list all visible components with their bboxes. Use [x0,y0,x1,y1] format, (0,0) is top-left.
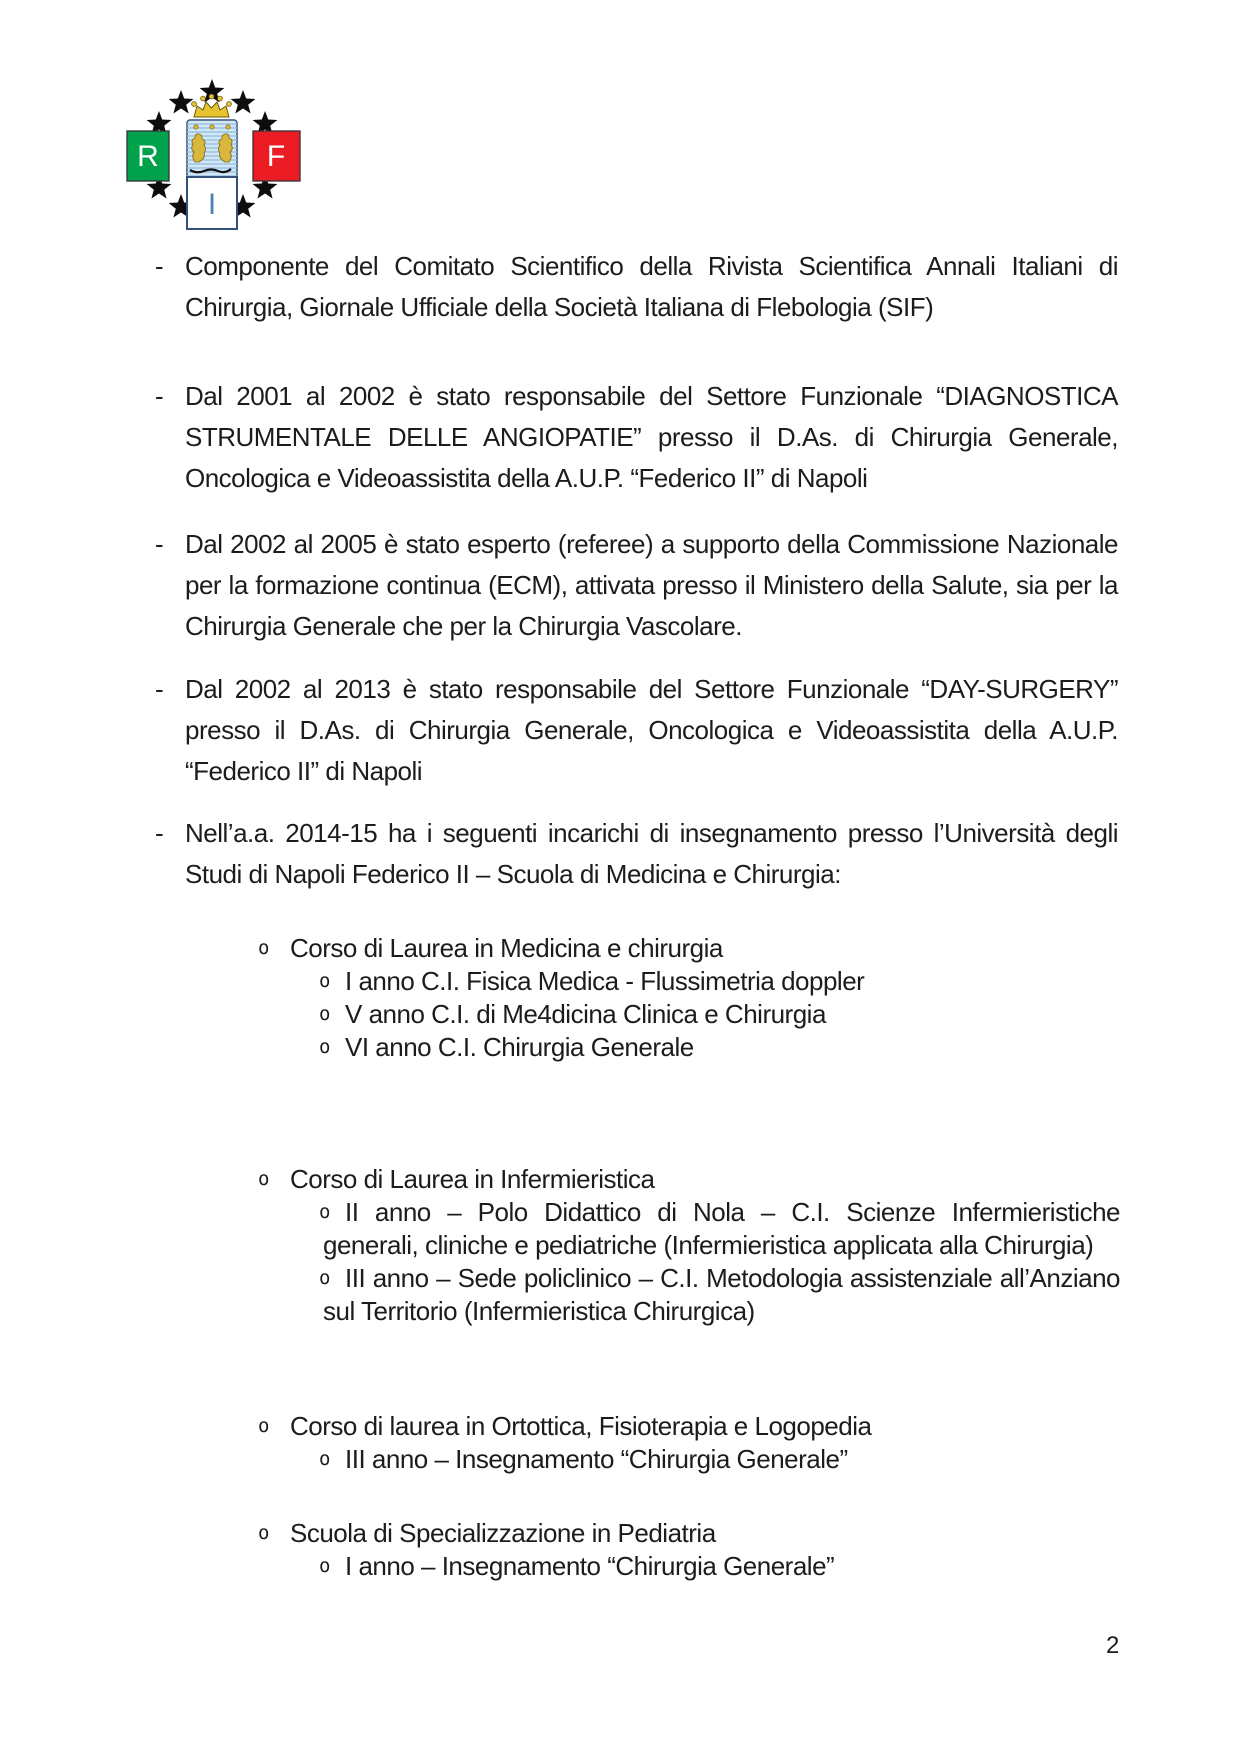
course-title: Corso di laurea in Ortottica, Fisioterapia e Logopedia [290,1411,872,1441]
shield-icon [187,120,237,178]
bullet-item [155,524,1118,647]
crown-icon [192,94,232,117]
course-item-text: VI anno C.I. Chirurgia Generale [345,1032,694,1062]
course-title: Corso di Laurea in Medicina e chirurgia [290,933,723,963]
course-item [319,965,1120,998]
course-item-text: III anno – Sede policlinico – C.I. Metodologia assistenziale all’Anziano sul Territorio (Infermieristica Chirurgica) [323,1263,1120,1326]
bullet-circle: o [258,1522,269,1544]
bullet-dash: - [155,529,164,559]
bullet-text: Dal 2002 al 2005 è stato esperto (referee) a supporto della Commissione Nazionale per la formazione continua (ECM), attivata presso il Ministero della Salute, sia per la Chirurgia Generale che per la Chirurgia Vascolare. [185,529,1118,641]
bullet-item [155,669,1118,792]
bullet-circle: o [258,937,269,959]
course-title-row [258,1409,1120,1443]
course-item-text: I anno – Insegnamento “Chirurgia Generale” [345,1551,835,1581]
bullet-text: Dal 2002 al 2013 è stato responsabile del Settore Funzionale “DAY-SURGERY” presso il D.As. di Chirurgia Generale, Oncologica e Videoassistita della A.U.P. “Federico II” di Napoli [185,674,1118,786]
bullet-circle: o [258,1415,269,1437]
course-item [319,998,1120,1031]
bullet-item [155,246,1118,328]
rfi-coat-of-arms-logo [95,40,325,240]
course-title: Corso di Laurea in Infermieristica [290,1164,655,1194]
course-item-text: III anno – Insegnamento “Chirurgia Generale” [345,1444,848,1474]
course-section-medicina [258,931,1120,1064]
logo-letter-r: R [137,140,159,173]
letter-box-f [253,131,300,181]
course-section-pediatria [258,1516,1120,1583]
course-title-row [258,1516,1120,1550]
course-item-text: II anno – Polo Didattico di Nola – C.I. Scienze Infermieristiche generali, cliniche e pediatriche (Infermieristica applicata alla Chirurgia) [323,1197,1120,1260]
course-item [319,1550,1120,1583]
bullet-circle: o [319,970,330,992]
bullet-text: Dal 2001 al 2002 è stato responsabile del Settore Funzionale “DIAGNOSTICA STRUMENTALE DELLE ANGIOPATIE” presso il D.As. di Chirurgia Generale, Oncologica e Videoassistita della A.U.P. “Federico II” di Napoli [185,381,1118,493]
bullet-circle: o [319,1201,330,1223]
bullet-dash: - [155,674,164,704]
course-title-row [258,1162,1120,1196]
bullet-text: Componente del Comitato Scientifico della Rivista Scientifica Annali Italiani di Chirurgia, Giornale Ufficiale della Società Italiana di Flebologia (SIF) [185,251,1118,322]
bullet-dash: - [155,251,164,281]
bullet-text: Nell’a.a. 2014-15 ha i seguenti incarichi di insegnamento presso l’Università degli Studi di Napoli Federico II – Scuola di Medicina e Chirurgia: [185,818,1118,889]
bullet-circle: o [319,1555,330,1577]
course-item-text: I anno C.I. Fisica Medica - Flussimetria doppler [345,966,865,996]
bullet-circle: o [319,1003,330,1025]
page-number: 2 [1106,1632,1120,1659]
letter-box-r [127,131,169,181]
course-item [319,1262,1120,1328]
bullet-circle: o [319,1448,330,1470]
course-title-row [258,931,1120,965]
bullet-dash: - [155,818,164,848]
course-item-text: V anno C.I. di Me4dicina Clinica e Chirurgia [345,999,826,1029]
bullet-circle: o [258,1168,269,1190]
logo-letter-f: F [266,140,286,173]
bullet-item [155,813,1118,895]
course-item [319,1443,1120,1476]
course-section-infermieristica [258,1162,1120,1328]
letter-box-i [187,177,237,229]
logo-letter-i: I [207,188,217,221]
bullet-dash: - [155,381,164,411]
course-item [319,1031,1120,1064]
course-section-ortottica [258,1409,1120,1476]
bullet-circle: o [319,1267,330,1289]
course-item [319,1196,1120,1262]
course-title: Scuola di Specializzazione in Pediatria [290,1518,716,1548]
bullet-item [155,376,1118,499]
bullet-circle: o [319,1036,330,1058]
